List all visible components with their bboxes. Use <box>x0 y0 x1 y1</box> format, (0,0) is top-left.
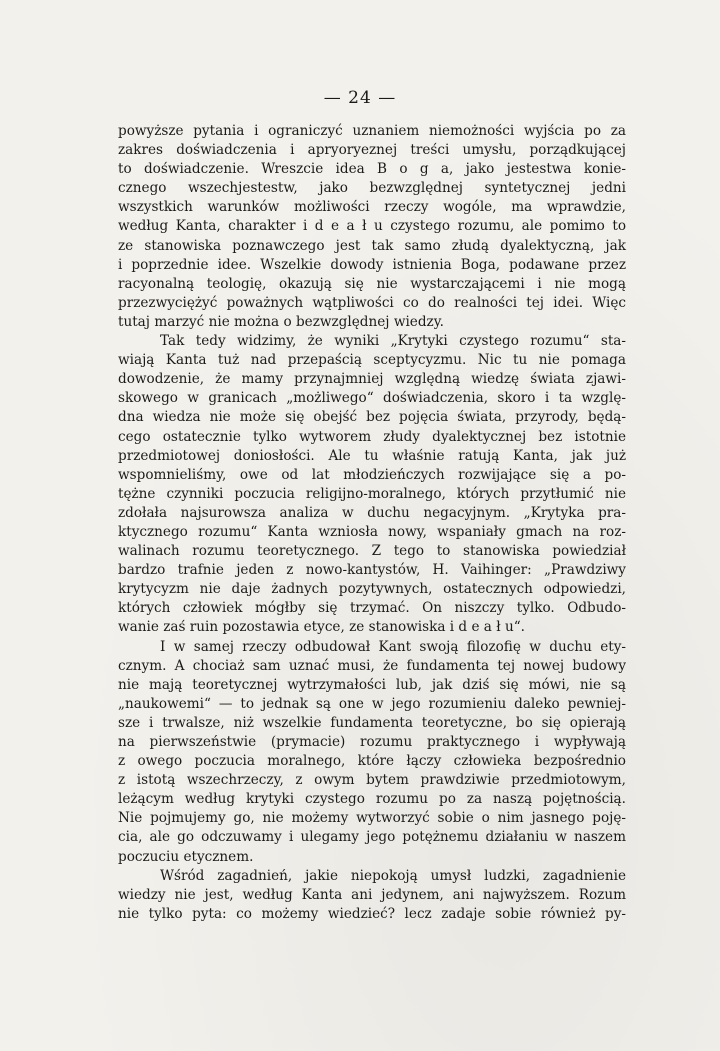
text-line: których człowiek mógłby się trzymać. On niszczy tylko. Odbudo- <box>118 600 626 617</box>
text-line: z istotą wszechrzeczy, z owym bytem prawdziwie przedmiotowym, <box>118 772 626 789</box>
text-line: poczuciu etycznem. <box>118 848 254 865</box>
text-line: cia, ale go odczuwamy i ulegamy jego potężnemu działaniu w naszem <box>118 829 626 846</box>
text-line: wiedzy nie jest, według Kanta ani jedynem, ani najwyższem. Rozum <box>118 886 626 903</box>
text-line: zdołała najsurowsza analiza w duchu negacyjnym. „Krytyka pra- <box>118 504 626 521</box>
text-line: wspomnieliśmy, owe od lat młodzieńczych rozwijające się a po- <box>118 466 626 483</box>
body-text <box>118 122 626 924</box>
text-line: na pierwszeństwie (prymacie) rozumu praktycznego i wypływają <box>118 734 626 750</box>
page-number: — 24 — <box>323 88 397 108</box>
text-line: z owego poczucia moralnego, które łączy człowieka bezpośrednio <box>118 753 626 770</box>
text-line: Nie pojmujemy go, nie możemy wytworzyć sobie o nim jasnego poję- <box>118 810 626 827</box>
text-line: racyonalną teologię, okazują się nie wystarczającemi i nie mogą <box>118 275 626 292</box>
text-line: tutaj marzyć nie można o bezwzględnej wiedzy. <box>118 313 444 330</box>
text-line: skowego w granicach „możliwego“ doświadczenia, skoro i ta wzglę- <box>118 390 626 407</box>
text-line: sze i trwalsze, niż wszelkie fundamenta teoretyczne, bo się opierają <box>118 714 626 731</box>
text-line: ze stanowiska poznawczego jest tak samo złudą dyalektyczną, jak <box>118 237 626 254</box>
text-line: przezwyciężyć poważnych wątpliwości co do realności tej idei. Więc <box>118 294 626 311</box>
text-line: dowodzenie, że mamy przynajmniej względną wiedzę świata zjawi- <box>118 371 626 388</box>
text-line: według Kanta, charakter i d e a ł u czystego rozumu, ale pomimo to <box>118 218 626 235</box>
text-line: ktycznego rozumu“ Kanta wzniosła nowy, wspaniały gmach na roz- <box>118 523 626 540</box>
text-line: tężne czynniki poczucia religijno-moralnego, których przytłumić nie <box>118 485 626 502</box>
text-line: cznym. A chociaż sam uznać musi, że fundamenta tej nowej budowy <box>118 657 626 674</box>
text-line: leżącym według krytyki czystego rozumu po za naszą pojętnością. <box>118 791 626 808</box>
text-line: walinach rozumu teoretycznego. Z tego to stanowiska powiedział <box>118 543 626 560</box>
text-line: to doświadczenie. Wreszcie idea B o g a, jako jestestwa konie- <box>118 161 626 178</box>
text-line: I w samej rzeczy odbudował Kant swoją filozofię w duchu ety- <box>160 638 626 655</box>
text-line: i poprzednie idee. Wszelkie dowody istnienia Boga, podawane przez <box>118 256 626 273</box>
text-line: cznego wszechjestestw, jako bezwzględnej syntetycznej jedni <box>118 180 626 197</box>
text-line: Wśród zagadnień, jakie niepokoją umysł ludzki, zagadnienie <box>160 867 626 884</box>
text-line: nie mają teoretycznej wytrzymałości lub, jak dziś się mówi, nie są <box>118 676 626 693</box>
text-line: „naukowemi“ — to jednak są one w jego rozumieniu daleko pewniej- <box>118 695 626 712</box>
text-line: bardzo trafnie jeden z nowo-kantystów, H. Vaihinger: „Prawdziwy <box>118 562 626 579</box>
text-line: zakres doświadczenia i apryoryeznej treści umysłu, porządkującej <box>118 142 626 159</box>
text-line: wanie zaś ruin pozostawia etyce, ze stanowiska i d e a ł u“. <box>118 619 525 636</box>
text-line: przedmiotowej doniosłości. Ale tu właśnie ratują Kanta, jak już <box>118 447 626 464</box>
text-line: powyższe pytania i ograniczyć uznaniem niemożności wyjścia po za <box>118 123 626 139</box>
text-line: Tak tedy widzimy, że wyniki „Krytyki czystego rozumu“ sta- <box>160 333 626 350</box>
text-line: dna wiedza nie może się obejść bez pojęcia świata, przyrody, będą- <box>118 409 626 426</box>
text-line: nie tylko pyta: co możemy wiedzieć? lecz zadaje sobie również py- <box>118 905 626 922</box>
text-line: wiają Kanta tuż nad przepaścią sceptycyzmu. Nic tu nie pomaga <box>118 352 626 369</box>
text-line: krytycyzm nie daje żadnych pozytywnych, ostatecznych odpowiedzi, <box>118 581 626 598</box>
text-line: cego ostatecznie tylko wytworem złudy dyalektycznej bez istotnie <box>118 428 626 445</box>
text-line: wszystkich warunków możliwości rzeczy wogóle, ma wprawdzie, <box>118 199 626 216</box>
